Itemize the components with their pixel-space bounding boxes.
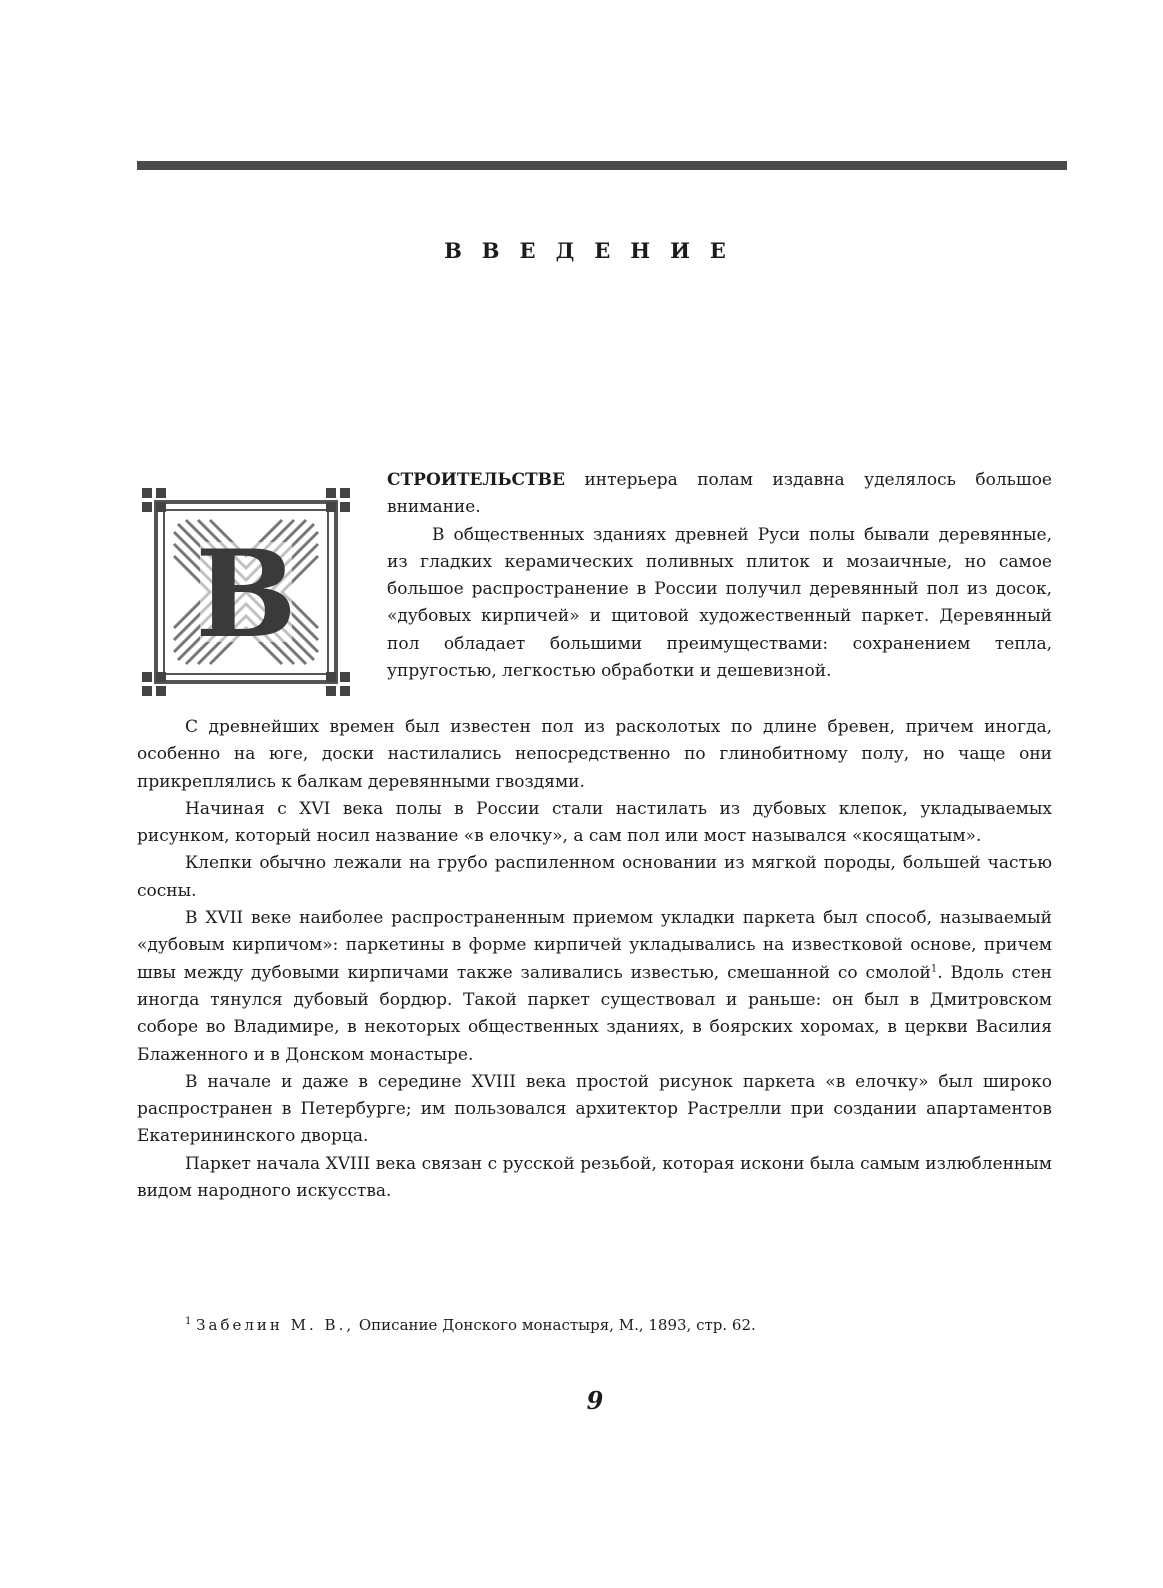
- footnote-text: Описание Донского монастыря, М., 1893, стр. 62.: [354, 1316, 756, 1334]
- paragraph-text: . Вдоль стен иногда тянулся дубовый бордюр. Такой паркет существовал и раньше: он был в Дмитровском соборе во Владимире, в некоторых общественных зданиях, в боярских хоромах, в церкви Василия Блаженного и в Донском монастыре.: [137, 962, 1052, 1065]
- drop-cap-ornament: [138, 484, 354, 700]
- lead-word: СТРОИТЕЛЬСТВЕ: [387, 470, 566, 490]
- paragraph: С древнейших времен был известен пол из расколотых по длине бревен, причем иногда, особенно на юге, доски настилались непосредственно по глинобитному полу, но чаще они прикреплялись к балкам деревянными гвоздями.: [137, 717, 1052, 792]
- page-number: 9: [586, 1386, 604, 1415]
- body-text: [137, 714, 1052, 1205]
- footnote: [185, 1314, 1055, 1336]
- intro-paragraph-2: В общественных зданиях древней Руси полы бывали деревянные, из гладких керамических поливных плиток и мозаичные, но самое большое распространение в России получил деревянный пол из досок, «дубовых кирпичей» и щитовой художественный паркет. Деревянный пол обладает большими преимуществами: сохранением тепла, упругостью, легкостью обработки и дешевизной.: [387, 524, 1052, 682]
- footnote-author: Забелин М. В.,: [196, 1316, 355, 1334]
- footnote-number: 1: [185, 1316, 192, 1327]
- paragraph: В начале и даже в середине XVIII века простой рисунок паркета «в елочку» был широко распространен в Петербурге; им пользовался архитектор Растрелли при создании апартаментов Екатерининского дворца.: [137, 1071, 1052, 1147]
- footnote-marker: 1: [930, 963, 938, 975]
- intro-text: интерьера полам издавна уделялось большое внимание.: [387, 470, 1052, 518]
- paragraph-text: В XVII веке наиболее распространенным приемом укладки паркета был способ, называемый «дубовым кирпичом»: паркетины в форме кирпичей укладывались на известковой основе, причем швы между дубовыми кирпичами также заливались известью, смешанной со смолой: [137, 908, 1052, 983]
- paragraph: [137, 905, 1052, 1069]
- intro-paragraph-1: [387, 467, 1052, 522]
- drop-cap-letter: В: [195, 524, 297, 665]
- intro-block: [387, 467, 1052, 685]
- paragraph: Начиная с XVI века полы в России стали настилать из дубовых клепок, укладываемых рисунком, который носил название «в елочку», а сам пол или мост назывался «косящатым».: [137, 798, 1052, 847]
- top-rule: [137, 161, 1067, 170]
- chapter-heading: ВВЕДЕНИЕ: [444, 238, 746, 263]
- paragraph: Клепки обычно лежали на грубо распиленном основании из мягкой породы, большей частью сосны.: [137, 853, 1052, 901]
- paragraph: Паркет начала XVIII века связан с русской резьбой, которая искони была самым излюбленным видом народного искусства.: [137, 1153, 1052, 1202]
